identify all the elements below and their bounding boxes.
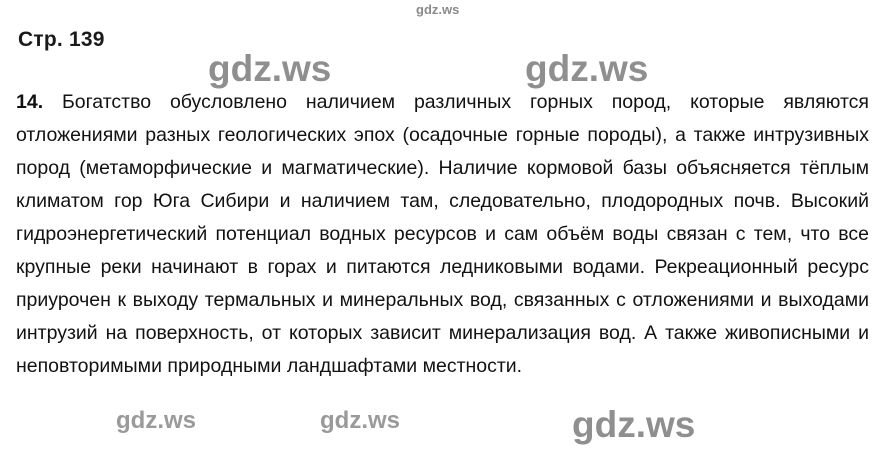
answer-number: 14.	[16, 91, 44, 113]
page-number-label: Стр. 139	[18, 28, 105, 51]
watermark-top: gdz.ws	[416, 2, 460, 17]
watermark-big-right: gdz.ws	[525, 48, 649, 89]
watermark-big-left: gdz.ws	[208, 48, 332, 89]
answer-text: Богатство обусловлено наличием различных горных пород, которые являются отложениями разных геологических эпох (осадочные горные породы), а также интрузивных пород (метаморфические и магматические). Наличие кормовой базы объясняется тёплым климатом гор Юга Сибири и наличием там, следовательно, плодородных почв. Высокий гидроэнергетический потенциал водных ресурсов и сам объём воды связан с тем, что все крупные реки начинают в горах и питаются ледниковыми водами. Рекреационный ресурс приурочен к выходу термальных и минеральных вод, связанных с отложениями и выходами интрузий на поверхность, от которых зависит минерализация вод. А также живописными и неповторимыми природными ландшафтами местности.	[16, 91, 869, 377]
answer-paragraph	[16, 86, 869, 383]
watermark-mid-center: gdz.ws	[320, 407, 401, 434]
answer-body	[16, 86, 869, 383]
watermark-big-bottom-right: gdz.ws	[572, 404, 696, 445]
watermark-mid-left: gdz.ws	[116, 407, 197, 434]
